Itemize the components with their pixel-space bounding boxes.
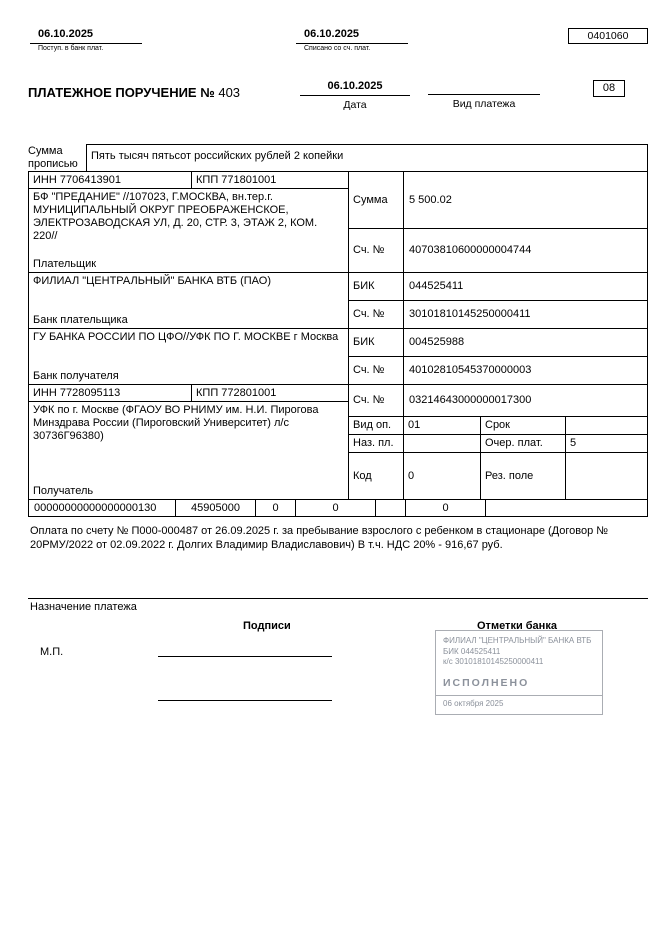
right-column — [349, 172, 647, 499]
debited-date-block — [296, 28, 408, 53]
payment-form-table — [28, 171, 648, 517]
code-label: Код — [349, 453, 404, 499]
payee-bank-bik-value: 004525988 — [409, 336, 465, 349]
document-date-label: Дата — [343, 98, 367, 111]
priority-value: 5 — [570, 437, 577, 450]
document-date-block — [300, 80, 410, 111]
signatures-label: Подписи — [243, 619, 291, 632]
received-date-block — [30, 28, 142, 53]
payee-bank-bik-label: БИК — [349, 329, 404, 356]
payee-bank-account-row — [349, 357, 647, 385]
payer-bank-bik-label: БИК — [349, 273, 404, 300]
payee-bank-bik-row — [349, 329, 647, 357]
payee-cell — [29, 402, 348, 499]
purpose-label: Назначение платежа — [30, 601, 137, 613]
payer-bank-label: Банк плательщика — [33, 313, 128, 326]
payee-bank-name: ГУ БАНКА РОССИИ ПО ЦФО//УФК ПО Г. МОСКВЕ г Москва — [33, 331, 339, 343]
stamp-status: ИСПОЛНЕНО — [443, 676, 530, 689]
debited-date: 06.10.2025 — [296, 28, 408, 44]
tax-cell-basis: 0 — [256, 500, 296, 516]
left-column — [29, 172, 349, 499]
stamp-date: 06 октября 2025 — [443, 699, 504, 709]
purpose-text: Оплата по счету № П000-000487 от 26.09.2025 г. за пребывание взрослого с ребенком в стационаре (Договор № 20РМУ/2022 от 02.09.2022 г. Долгих Владимир Владиславович) В т.ч. НДС 20% - 916,67 руб. — [28, 517, 648, 599]
document-title — [28, 85, 240, 100]
reserve-field-label: Рез. поле — [481, 453, 566, 499]
received-date-label: Поступ. в банк плат. — [38, 44, 104, 52]
form-code: 0401060 — [568, 28, 648, 44]
payee-bank-account-label: Сч. № — [349, 357, 404, 384]
document-date: 06.10.2025 — [300, 80, 410, 96]
amount-words-row — [28, 144, 648, 171]
payee-inn: ИНН 7728095113 — [29, 385, 192, 401]
payer-account-value: 40703810600000004744 — [409, 244, 532, 257]
payee-name: УФК по г. Москве (ФГАОУ ВО РНИМУ им. Н.И. Пирогова Минздрава России (Пироговский Университет) л/с 30736Г96380) — [33, 404, 319, 442]
signature-line-1 — [158, 656, 332, 657]
stamp-corr-account: к/с 30101810145250000411 — [443, 657, 544, 667]
payer-bank-account-label: Сч. № — [349, 301, 404, 328]
purpose-code-label: Наз. пл. — [349, 435, 404, 452]
stamp-bik: БИК 044525411 — [443, 646, 501, 656]
amount-row — [349, 172, 647, 229]
mp-label: М.П. — [40, 645, 64, 658]
term-value — [566, 417, 647, 434]
payee-label: Получатель — [33, 484, 94, 497]
payee-kpp: КПП 772801001 — [196, 387, 277, 399]
amount-label: Сумма — [349, 172, 404, 228]
stamp-divider — [436, 695, 602, 696]
title-row — [28, 80, 648, 122]
payer-cell — [29, 189, 348, 273]
tax-cell-doc-date: 0 — [406, 500, 486, 516]
payee-bank-cell — [29, 329, 348, 385]
payee-bank-account-value: 40102810545370000003 — [409, 364, 532, 377]
payee-account-value: 03214643000000017300 — [409, 394, 532, 407]
priority-label: Очер. плат. — [481, 435, 566, 452]
payment-priority-row — [349, 435, 647, 453]
operation-type-row — [349, 417, 647, 435]
received-date: 06.10.2025 — [30, 28, 142, 44]
payee-inn-kpp-row — [29, 385, 348, 402]
tax-cell-period: 0 — [296, 500, 376, 516]
tax-cell-kbk: 00000000000000000130 — [29, 500, 176, 516]
code-value: 0 — [404, 453, 481, 499]
tax-cell-doc-number — [376, 500, 406, 516]
term-label: Срок — [481, 417, 566, 434]
operation-type-label: Вид оп. — [349, 417, 404, 434]
purpose-code-value — [404, 435, 481, 452]
payee-account-row — [349, 385, 647, 417]
operation-type-value: 01 — [404, 417, 481, 434]
payee-account-label: Сч. № — [349, 385, 404, 416]
payer-bank-name: ФИЛИАЛ "ЦЕНТРАЛЬНЫЙ" БАНКА ВТБ (ПАО) — [33, 275, 271, 287]
payee-bank-label: Банк получателя — [33, 369, 119, 382]
document-number: 403 — [218, 85, 241, 100]
reserve-field-value — [566, 453, 647, 499]
payer-bank-cell — [29, 273, 348, 329]
payer-kpp: КПП 771801001 — [196, 174, 277, 186]
payment-kind-label: Вид платежа — [452, 98, 516, 110]
payment-kind-block — [428, 80, 540, 110]
payer-name: БФ "ПРЕДАНИЕ" //107023, Г.МОСКВА, вн.тер.г. МУНИЦИПАЛЬНЫЙ ОКРУГ ПРЕОБРАЖЕНСКОЕ, ЭЛЕКТРОЗАВОДСКАЯ УЛ, Д. 20, СТР. 3, ЭТАЖ 2, КОМ. 220// — [33, 191, 318, 242]
payer-inn: ИНН 7706413901 — [29, 172, 192, 188]
tax-fields-row — [29, 499, 647, 516]
tax-cell-type — [486, 500, 647, 516]
bank-stamp — [435, 630, 603, 715]
tax-cell-oktmo: 45905000 — [176, 500, 256, 516]
status-code: 08 — [593, 80, 625, 97]
payer-bank-account-value: 30101810145250000411 — [409, 308, 531, 321]
code-row — [349, 453, 647, 499]
amount-value: 5 500.02 — [409, 193, 452, 206]
payer-inn-kpp-row — [29, 172, 348, 189]
signature-line-2 — [158, 700, 332, 701]
footer — [28, 614, 648, 804]
top-row — [28, 28, 648, 54]
amount-words-value: Пять тысяч пятьсот российских рублей 2 копейки — [86, 144, 648, 171]
document-title-text: ПЛАТЕЖНОЕ ПОРУЧЕНИЕ № — [28, 85, 215, 100]
payer-bank-bik-value: 044525411 — [409, 280, 464, 293]
payer-account-label: Сч. № — [349, 229, 404, 272]
debited-date-label: Списано со сч. плат. — [304, 44, 371, 52]
payer-bank-bik-row — [349, 273, 647, 301]
amount-words-label: Сумма прописью — [28, 145, 78, 170]
payment-kind-line — [428, 80, 540, 95]
payer-account-row — [349, 229, 647, 273]
payer-label: Плательщик — [33, 257, 97, 270]
bank-marks-label: Отметки банка — [477, 619, 557, 632]
payer-bank-account-row — [349, 301, 647, 329]
stamp-bank-name: ФИЛИАЛ "ЦЕНТРАЛЬНЫЙ" БАНКА ВТБ — [443, 635, 592, 645]
